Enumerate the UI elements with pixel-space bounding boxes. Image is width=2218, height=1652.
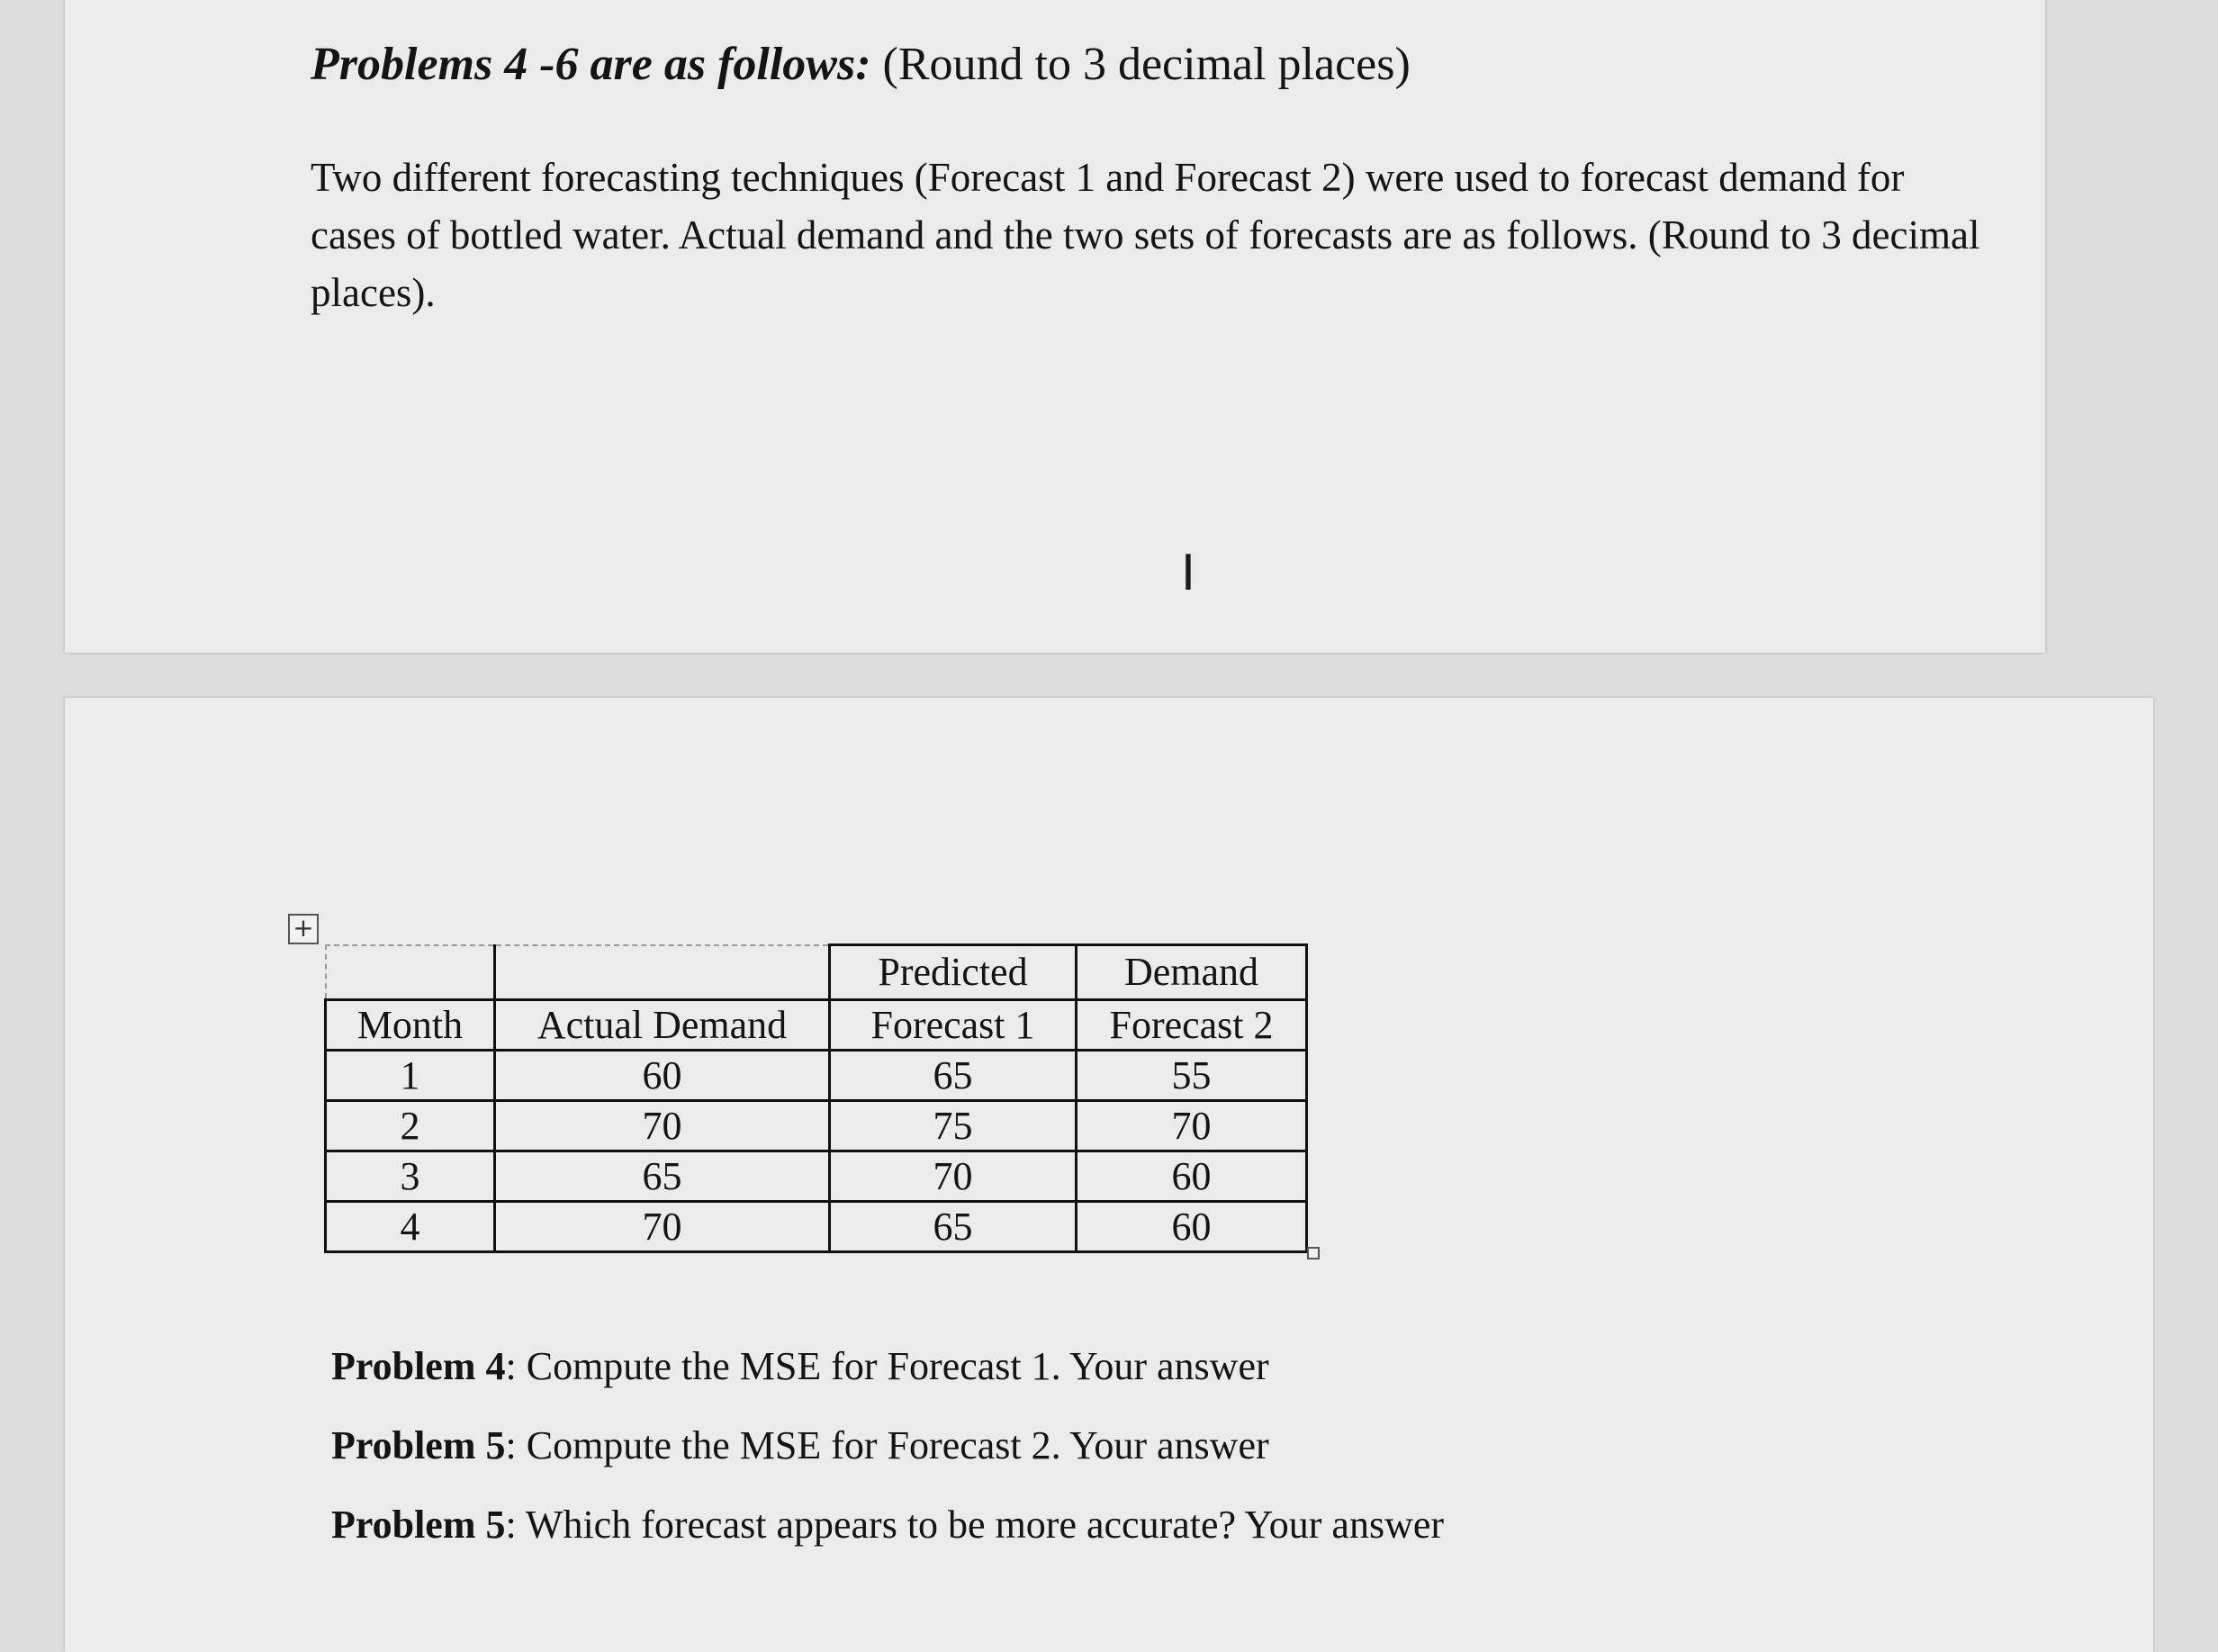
problem-text: : Compute the MSE for Forecast 1. Your answer	[505, 1344, 1269, 1388]
cell-forecast-1[interactable]: 65	[830, 1051, 1077, 1101]
cell-forecast-2[interactable]: 60	[1077, 1151, 1307, 1202]
cell-month[interactable]: 3	[326, 1151, 495, 1202]
header-predicted: Predicted	[830, 945, 1077, 1000]
document-page-top	[65, 0, 2045, 653]
table-row	[326, 1151, 1307, 1202]
demand-table[interactable]	[324, 943, 1308, 1253]
cell-forecast-2[interactable]: 70	[1077, 1101, 1307, 1151]
problem-label: Problem 5	[331, 1503, 506, 1547]
cell-forecast-1[interactable]: 65	[830, 1202, 1077, 1252]
problem-5-accuracy-line	[331, 1502, 1444, 1548]
table-header-group-row	[326, 945, 1307, 1000]
cell-actual-demand[interactable]: 60	[495, 1051, 830, 1101]
cell-forecast-1[interactable]: 75	[830, 1101, 1077, 1151]
problem-label: Problem 5	[331, 1423, 506, 1467]
cell-month[interactable]: 2	[326, 1101, 495, 1151]
intro-paragraph: Two different forecasting techniques (Forecast 1 and Forecast 2) were used to forecast demand for cases of bottled water. Actual demand and the two sets of forecasts are as follows. (Round to 3 decimal places).	[311, 155, 1980, 315]
cell-forecast-2[interactable]: 60	[1077, 1202, 1307, 1252]
header-demand: Demand	[1077, 945, 1307, 1000]
problem-4-line	[331, 1343, 1269, 1389]
cell-actual-demand[interactable]: 70	[495, 1202, 830, 1252]
header-blank-cell	[326, 945, 495, 1000]
table-row	[326, 1101, 1307, 1151]
header-forecast-1: Forecast 1	[830, 1000, 1077, 1051]
problems-heading	[311, 38, 1411, 91]
cell-month[interactable]: 4	[326, 1202, 495, 1252]
text-cursor-icon: I	[1181, 545, 1195, 601]
table-move-handle-icon[interactable]: +	[288, 914, 319, 944]
heading-rounding-note: (Round to 3 decimal places)	[870, 39, 1411, 90]
header-blank-cell	[495, 945, 830, 1000]
header-month: Month	[326, 1000, 495, 1051]
problem-5-mse-line	[331, 1422, 1269, 1468]
cell-actual-demand[interactable]: 70	[495, 1101, 830, 1151]
header-forecast-2: Forecast 2	[1077, 1000, 1307, 1051]
table-row	[326, 1051, 1307, 1101]
cell-forecast-2[interactable]: 55	[1077, 1051, 1307, 1101]
cell-actual-demand[interactable]: 65	[495, 1151, 830, 1202]
problem-label: Problem 4	[331, 1344, 506, 1388]
table-header-row	[326, 1000, 1307, 1051]
table-row	[326, 1202, 1307, 1252]
table-resize-handle-icon[interactable]	[1307, 1247, 1320, 1259]
heading-bold-text: Problems 4 -6 are as follows:	[311, 39, 871, 90]
cell-month[interactable]: 1	[326, 1051, 495, 1101]
problem-text: : Which forecast appears to be more accurate? Your answer	[505, 1503, 1445, 1547]
header-actual-demand: Actual Demand	[495, 1000, 830, 1051]
problem-text: : Compute the MSE for Forecast 2. Your answer	[505, 1423, 1269, 1467]
cell-forecast-1[interactable]: 70	[830, 1151, 1077, 1202]
